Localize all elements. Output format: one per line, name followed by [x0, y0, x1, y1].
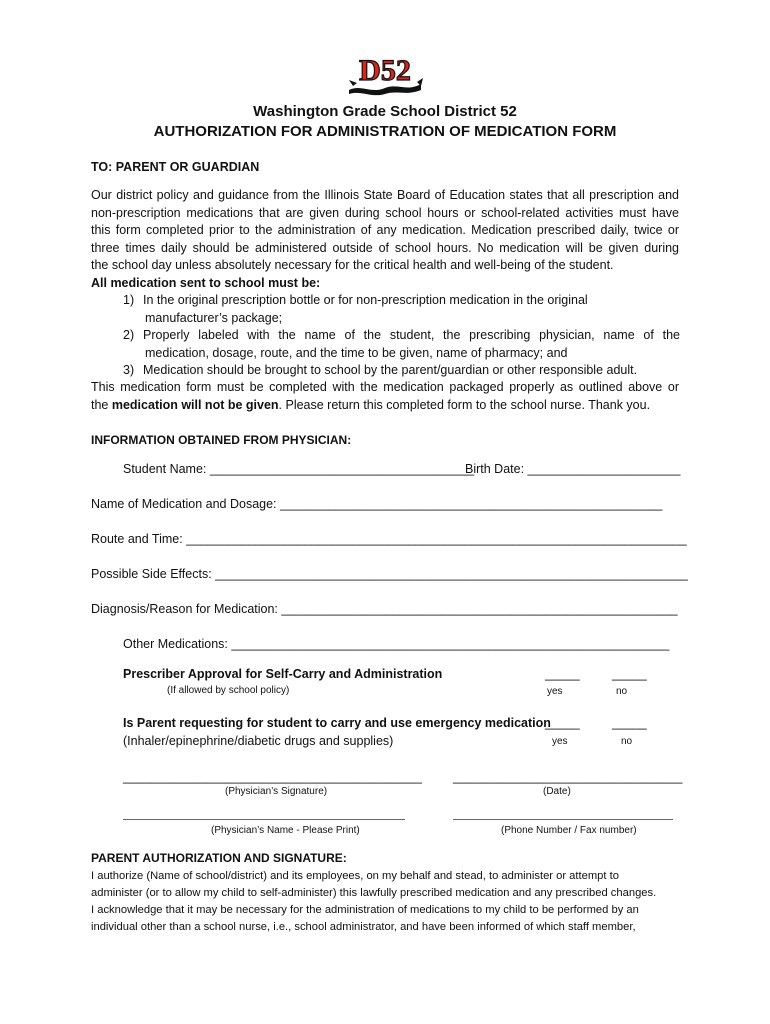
- parent-request-note: (Inhaler/epinephrine/diabetic drugs and supplies): [123, 734, 394, 748]
- self-carry-no-label: no: [616, 686, 628, 697]
- physician-signature-line[interactable]: ___________________________________________: [123, 770, 422, 784]
- intro-line: non-prescription medications that are given during school hours or school-related activities must have: [91, 205, 679, 220]
- physician-name-caption: (Physician’s Name - Please Print): [211, 825, 360, 836]
- side-effects-field[interactable]: Possible Side Effects: ____________________________________________________________________: [91, 567, 688, 581]
- parent-heading: PARENT AUTHORIZATION AND SIGNATURE:: [91, 851, 347, 865]
- parent-authorization-text: [91, 868, 681, 936]
- phone-fax-caption: (Phone Number / Fax number): [501, 825, 637, 836]
- parent-request-yes-blank[interactable]: _____: [545, 716, 580, 730]
- form-title: AUTHORIZATION FOR ADMINISTRATION OF MEDICATION FORM: [153, 123, 617, 140]
- intro-line: this form completed prior to the administration of any medication. Medication prescribed daily, twice or: [91, 223, 679, 237]
- closing-line: This medication form must be completed with the medication packaged properly as outlined above or: [91, 380, 679, 394]
- intro-paragraph: [91, 187, 679, 292]
- route-time-field[interactable]: Route and Time: ________________________________________________________________________: [91, 532, 687, 546]
- parent-request-yes-label: yes: [552, 736, 568, 747]
- date-line[interactable]: _________________________________: [453, 770, 683, 784]
- district-logo: [347, 50, 423, 96]
- logo-text: D52: [359, 54, 411, 87]
- intro-line: Our district policy and guidance from the Illinois State Board of Education states that all prescription and: [91, 188, 679, 202]
- to-line: TO: PARENT OR GUARDIAN: [91, 160, 260, 174]
- parent-request-no-blank[interactable]: _____: [612, 716, 647, 730]
- physician-heading: INFORMATION OBTAINED FROM PHYSICIAN:: [91, 433, 352, 447]
- phone-fax-line[interactable]: [453, 819, 673, 820]
- other-medications-field[interactable]: Other Medications: _______________________________________________________________: [123, 637, 670, 651]
- must-be-heading: All medication sent to school must be:: [91, 275, 321, 290]
- self-carry-no-blank[interactable]: _____: [612, 667, 647, 681]
- intro-line: three times daily should be administered outside of school hours. No medication will be given during: [91, 240, 679, 255]
- self-carry-yes-label: yes: [547, 686, 563, 697]
- list-item: 2) Properly labeled with the name of the student, the prescribing physician, name of the: [123, 328, 680, 342]
- date-caption: (Date): [543, 786, 571, 797]
- physician-name-line[interactable]: [123, 819, 405, 820]
- closing-paragraph: [91, 379, 679, 414]
- medication-dosage-field[interactable]: Name of Medication and Dosage: _______________________________________________________: [91, 497, 663, 511]
- list-item-cont: manufacturer’s package;: [145, 310, 283, 325]
- list-item: 3) Medication should be brought to school by the parent/guardian or other responsible adult.: [123, 363, 638, 377]
- list-item: 1) In the original prescription bottle or for non-prescription medication in the original: [123, 293, 588, 307]
- parent-line: I acknowledge that it may be necessary for the administration of medications to my child to be performed by an: [91, 904, 639, 916]
- intro-line: the school day unless absolutely necessary for the critical health and well-being of the student.: [91, 258, 614, 272]
- birth-date-field[interactable]: Birth Date: ______________________: [465, 462, 681, 476]
- closing-line: the medication will not be given. Please return this completed form to the school nurse. Thank you.: [91, 397, 651, 412]
- district-name: Washington Grade School District 52: [253, 103, 517, 120]
- parent-request-label: Is Parent requesting for student to carry and use emergency medication: [123, 716, 551, 730]
- self-carry-label: Prescriber Approval for Self-Carry and Administration: [123, 667, 443, 681]
- parent-line: I authorize (Name of school/district) and its employees, on my behalf and stead, to administer or attempt to: [91, 870, 619, 882]
- student-name-field[interactable]: Student Name: ______________________________________: [123, 462, 475, 476]
- diagnosis-field[interactable]: Diagnosis/Reason for Medication: _________________________________________________________: [91, 602, 678, 616]
- parent-line: administer (or to allow my child to self-administer) this lawfully prescribed medication and any prescribed changes.: [91, 887, 657, 899]
- self-carry-note: (If allowed by school policy): [167, 685, 290, 696]
- self-carry-yes-blank[interactable]: _____: [545, 667, 580, 681]
- requirements-list: [123, 292, 680, 380]
- parent-request-no-label: no: [621, 736, 633, 747]
- parent-line: individual other than a school nurse, i.e., school administrator, and have been informed of which staff member,: [91, 921, 636, 933]
- physician-signature-caption: (Physician’s Signature): [225, 786, 328, 797]
- list-item-cont: medication, dosage, route, and the time to be given, name of pharmacy; and: [145, 345, 568, 360]
